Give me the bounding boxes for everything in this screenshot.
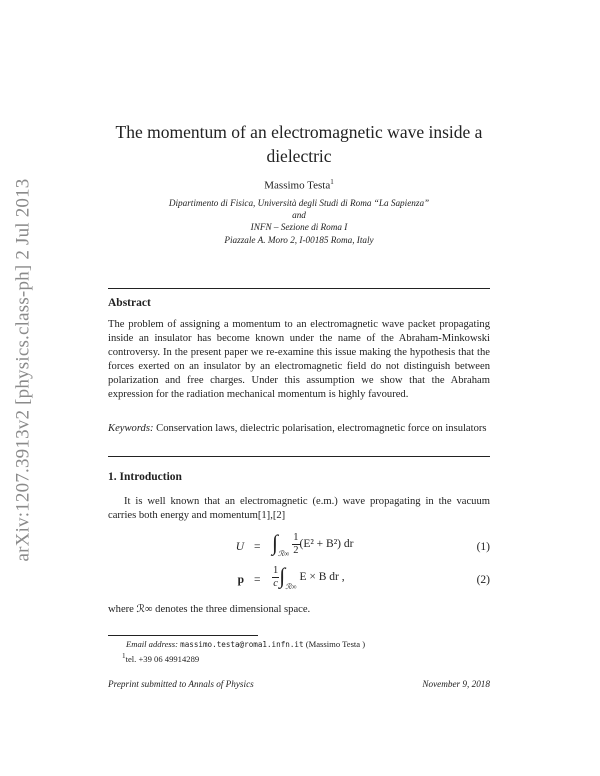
abstract-text: The problem of assigning a momentum to an electromagnetic wave packet propagating inside an insulator has become known under the name of the Abraham-Minkowski controversy. In the present paper we re-examine this issue making the hypothesis that the forces exerted on an insulator by an electromagnetic field do not distinguish between polarization and free charges. Under this assumption we show that the Abraham expression for the radiation mechanical momentum is highly favoured.: [108, 319, 490, 400]
equation-2: [108, 564, 490, 598]
affiliation-line-4: Piazzale A. Moro 2, I-00185 Roma, Italy: [224, 234, 374, 245]
affiliation-line-1: Dipartimento di Fisica, Università degli Studi di Roma “La Sapienza”: [168, 198, 430, 208]
section-heading-introduction: 1. Introduction: [108, 471, 182, 483]
tel-text: tel. +39 06 49914289: [125, 653, 200, 664]
tel-footnote-mark: 1: [122, 652, 126, 660]
author-name: Massimo Testa: [264, 179, 331, 192]
affiliation: [108, 197, 490, 246]
equals-sign: =: [254, 541, 261, 553]
integration-domain: ℛ∞: [285, 581, 297, 591]
abstract-top-rule: [108, 288, 490, 289]
after-equation-text: where ℛ∞ denotes the three dimensional space.: [108, 604, 311, 615]
integration-domain: ℛ∞: [278, 548, 290, 558]
equals-sign: =: [254, 574, 261, 586]
arxiv-sidebar-stamp: [8, 170, 40, 570]
fraction: $\frac{1}{c}$: [273, 564, 279, 589]
arxiv-identifier: arXiv:1207.3913v2 [physics.class-ph] 2 Jul 2013: [13, 178, 34, 562]
equation-2-rhs: [272, 564, 345, 598]
equation-1: [108, 531, 490, 565]
author: [108, 178, 490, 192]
equation-2-integrand: E × B dr ,: [299, 571, 345, 583]
keywords-text: Conservation laws, dielectric polarisation, electromagnetic force on insulators: [156, 423, 487, 434]
affiliation-line-3: INFN – Sezione di Roma I: [250, 222, 348, 233]
footnote-rule: [108, 635, 258, 636]
keywords: [108, 422, 490, 436]
footnote-tel: [122, 651, 199, 665]
equation-2-lhs: p: [237, 574, 244, 586]
integral-sign: ∫: [272, 530, 279, 555]
intro-paragraph: It is well known that an electromagnetic (e.m.) wave propagating in the vacuum carries both energy and momentum[1],[2]: [108, 496, 490, 521]
equation-1-integrand: (E² + B²) dr: [299, 538, 354, 550]
email-label: Email address:: [126, 639, 178, 649]
equation-2-number: (2): [476, 574, 490, 586]
equation-1-number: (1): [476, 541, 490, 553]
equation-1-rhs: [272, 531, 353, 565]
footer-journal: Preprint submitted to Annals of Physics: [108, 679, 254, 689]
email-suffix: (Massimo Testa ): [305, 639, 366, 649]
page-footer: [108, 679, 490, 689]
keywords-label: Keywords:: [108, 423, 154, 434]
fraction: $\frac{1}{2}$: [293, 531, 299, 556]
affiliation-line-2: and: [292, 210, 306, 221]
paper-title: The momentum of an electromagnetic wave inside a dielectric: [115, 122, 483, 166]
footnote-email: [126, 639, 365, 650]
abstract-bottom-rule: [108, 456, 490, 457]
equation-1-lhs: U: [235, 541, 244, 553]
footer-date: November 9, 2018: [422, 679, 490, 689]
author-footnote-mark: 1: [330, 178, 334, 186]
email-link[interactable]: massimo.testa@roma1.infn.it: [180, 640, 304, 649]
abstract-heading: Abstract: [108, 297, 151, 309]
integral-sign: ∫: [279, 563, 286, 588]
